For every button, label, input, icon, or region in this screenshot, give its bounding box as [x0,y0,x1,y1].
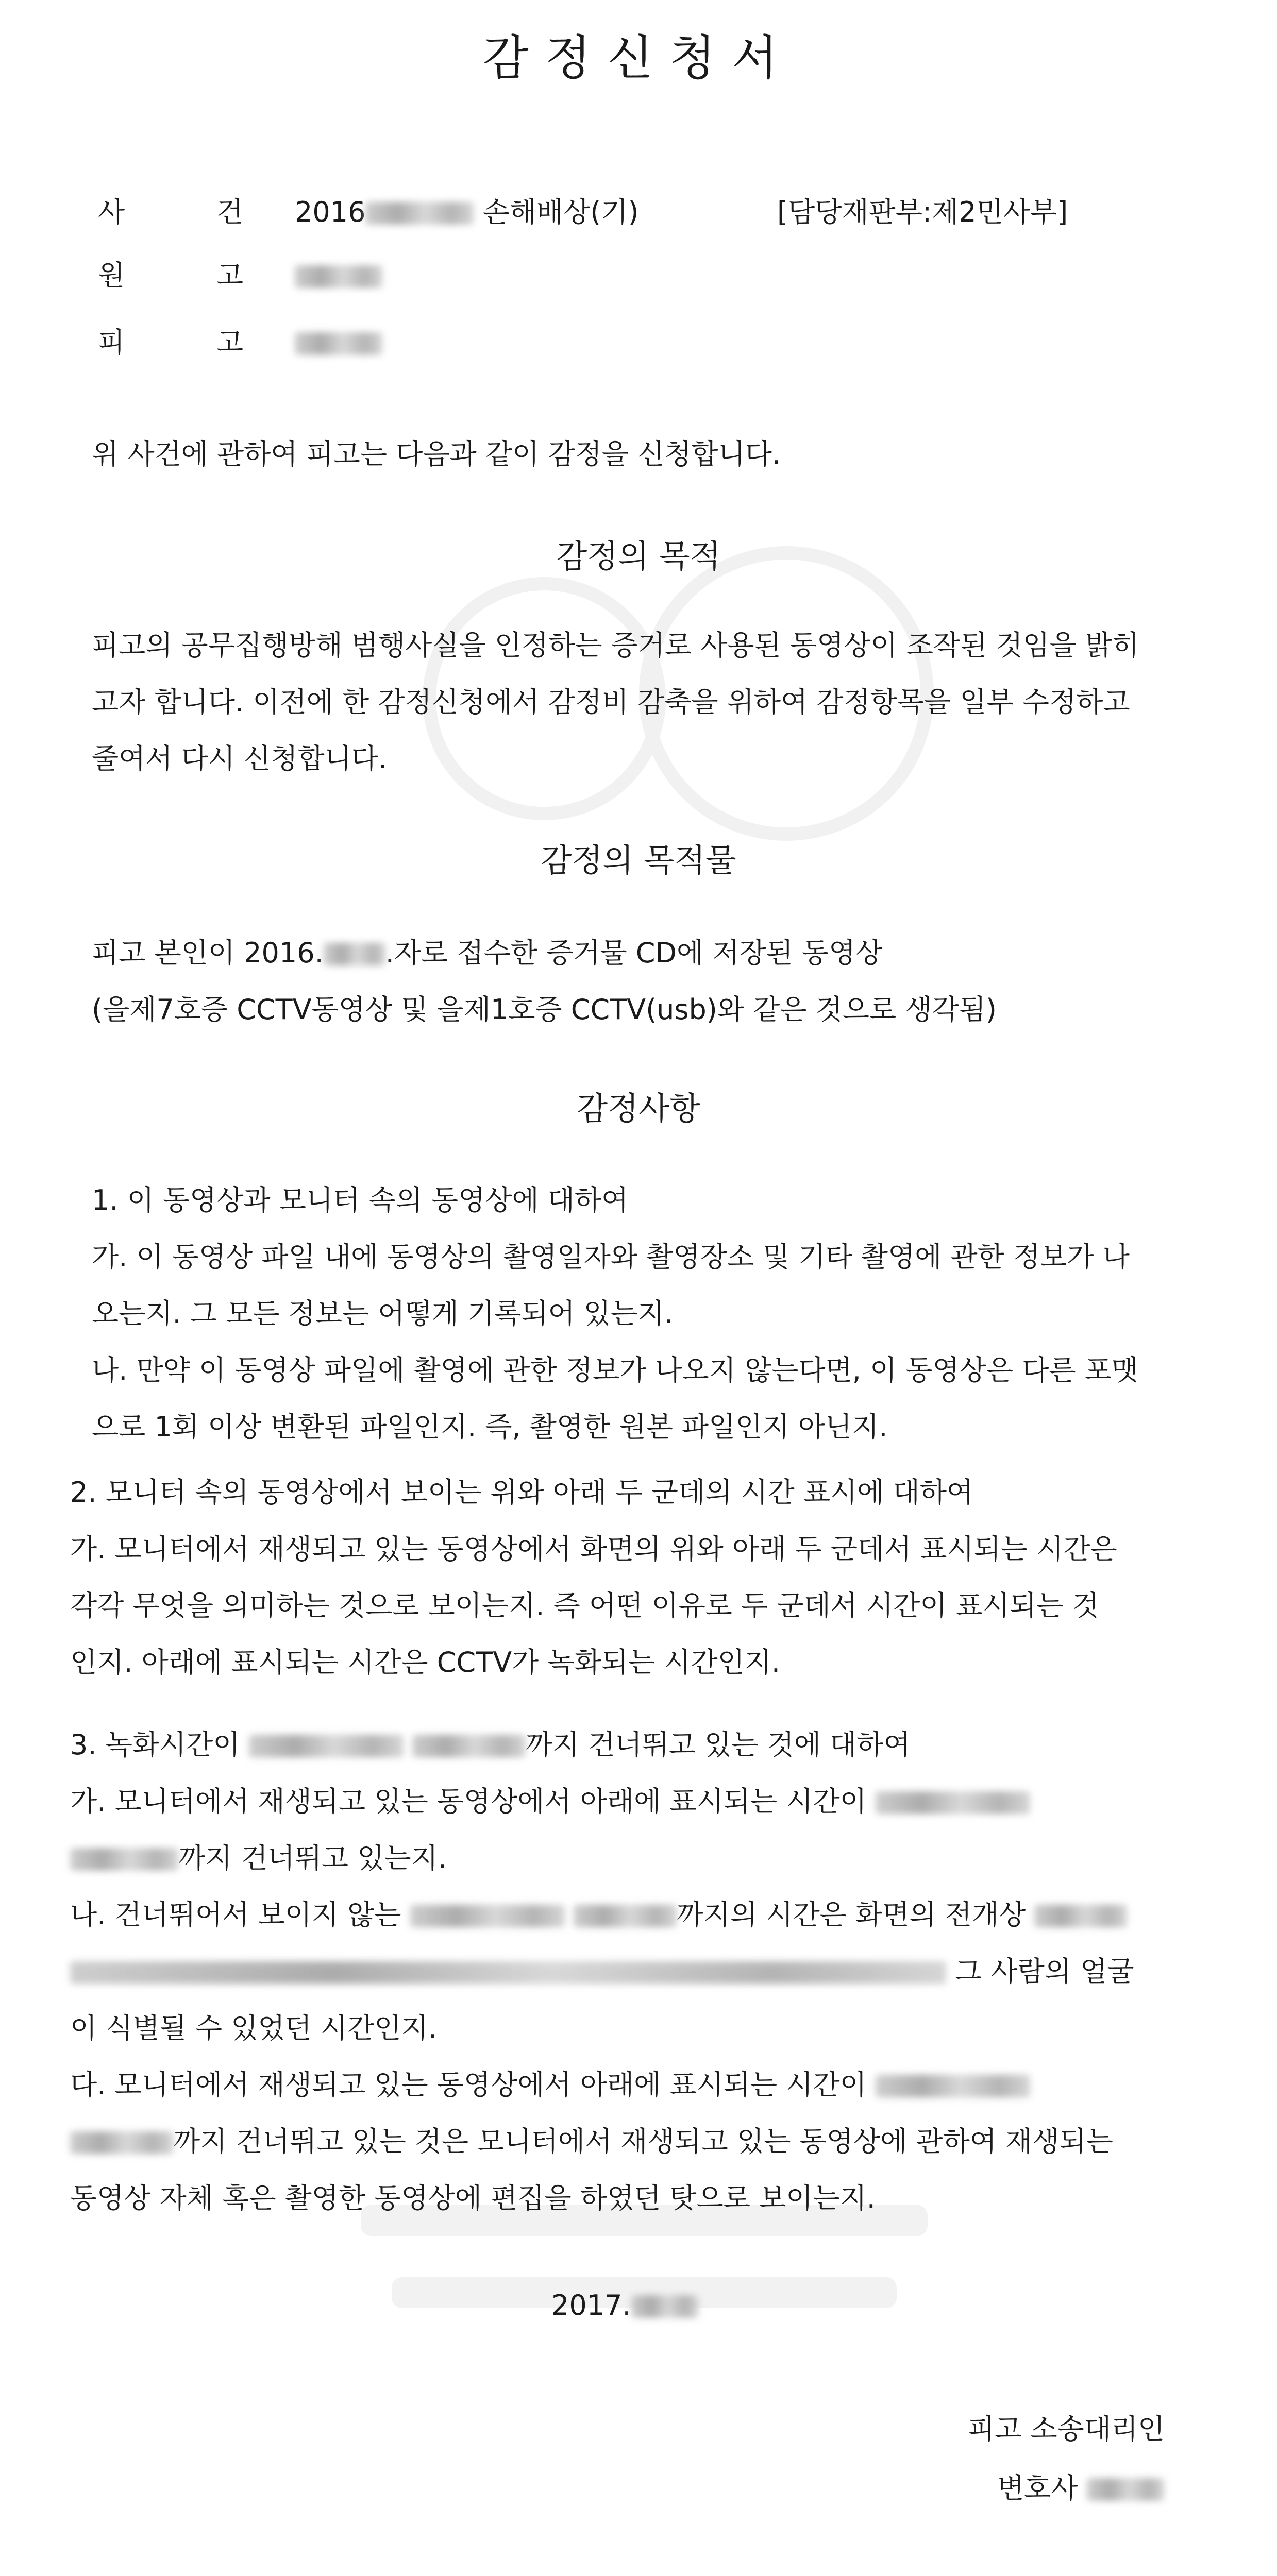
item-3-text: 까지의 시간은 화면의 전개상 [676,1899,1026,1931]
redacted-date [631,2295,698,2318]
signature-role: 피고 소송대리인 [968,2413,1165,2445]
section-heading-purpose: 감정의 목적 [556,537,721,575]
defendant-name [295,325,382,361]
item-3-line [70,1897,1127,1933]
item-1-line: 나. 만약 이 동영상 파일에 촬영에 관한 정보가 나오지 않는다면, 이 동영상은 다른 포맷 [92,1354,1139,1386]
intro-text: 위 사건에 관하여 피고는 다음과 같이 감정을 신청합니다. [92,438,781,470]
plaintiff-name [295,258,382,294]
redacted-text [70,1961,946,1984]
case-value [295,194,639,230]
court-division: [담당재판부:제2민사부] [777,196,1068,228]
section-heading-object: 감정의 목적물 [541,841,736,879]
item-3-text: 가. 모니터에서 재생되고 있는 동영상에서 아래에 표시되는 시간이 [70,1785,867,1818]
item-2-title: 2. 모니터 속의 동영상에서 보이는 위와 아래 두 군데의 시간 표시에 대하여 [70,1476,974,1509]
purpose-line: 고자 합니다. 이전에 한 감정신청에서 감정비 감축을 위하여 감정항목을 일부 수정하고 [92,686,1130,718]
item-3-text: 까지 건너뛰고 있는 것은 모니터에서 재생되고 있는 동영상에 관하여 재생되는 [173,2125,1113,2158]
item-3-line [70,1784,1030,1820]
case-type: 손해배상(기) [474,196,639,228]
item-3-line [70,2067,1030,2103]
item-2-line: 가. 모니터에서 재생되고 있는 동영상에서 화면의 위와 아래 두 군데서 표시되는 시간은 [70,1533,1117,1565]
item-3-line: 이 식별될 수 있었던 시간인지. [70,2012,437,2044]
redacted-date [324,943,385,965]
redacted-defendant [295,332,382,355]
item-2-line: 인지. 아래에 표시되는 시간은 CCTV가 녹화되는 시간인지. [70,1646,781,1679]
section-heading-items: 감정사항 [577,1090,700,1127]
redacted-time [876,1791,1030,1814]
item-1-line: 으로 1회 이상 변환된 파일인지. 즉, 촬영한 원본 파일인지 아닌지. [92,1411,888,1443]
item-3-text: 그 사람의 얼굴 [946,1955,1134,1988]
redacted-time [70,1848,178,1871]
object-line: (을제7호증 CCTV동영상 및 을제1호증 CCTV(usb)와 같은 것으로 생각됨) [92,993,997,1026]
case-label: 사 [98,196,125,228]
purpose-line: 피고의 공무집행방해 범행사실을 인정하는 증거로 사용된 동영상이 조작된 것임을 밝히 [92,629,1139,662]
date-text: 2017. [551,2289,631,2321]
signature-lawyer [997,2470,1164,2506]
redacted-text [1034,1905,1127,1927]
redacted-lawyer-name [1087,2478,1164,2501]
case-label: 고 [216,259,244,292]
case-label: 피 [98,326,125,359]
item-3-text: 까지 건너뛰고 있는 것에 대하여 [525,1728,911,1761]
case-label: 건 [216,196,244,228]
case-label: 원 [98,259,125,292]
item-3-text: 3. 녹화시간이 [70,1728,249,1761]
object-text: 피고 본인이 2016. [92,937,324,969]
item-2-line: 각각 무엇을 의미하는 것으로 보이는지. 즉 어떤 이유로 두 군데서 시간이 표시되는 것 [70,1589,1099,1622]
redacted-time [410,1905,565,1927]
item-3-text: 나. 건너뛰어서 보이지 않는 [70,1899,410,1931]
item-3-line: 동영상 자체 혹은 촬영한 동영상에 편집을 하였던 탓으로 보이는지. [70,2182,876,2214]
case-label: 고 [216,326,244,359]
item-1-line: 오는지. 그 모든 정보는 어떻게 기록되어 있는지. [92,1297,674,1330]
redacted-case-number [365,202,474,225]
object-line [92,935,883,971]
redacted-time [249,1735,404,1757]
item-1-title: 1. 이 동영상과 모니터 속의 동영상에 대하여 [92,1184,629,1216]
document-title: 감정신청서 [482,30,795,86]
redacted-time [574,1905,677,1927]
item-3-title [70,1727,911,1763]
lawyer-title: 변호사 [997,2472,1078,2504]
case-year: 2016 [295,196,366,228]
purpose-line: 줄여서 다시 신청합니다. [92,742,388,775]
item-1-line: 가. 이 동영상 파일 내에 동영상의 촬영일자와 촬영장소 및 기타 촬영에 관한 정보가 나 [92,1241,1130,1273]
item-3-line [70,1954,1134,1990]
redacted-time [412,1735,526,1757]
redacted-time [70,2131,173,2154]
document-date [551,2287,698,2324]
object-text: .자로 접수한 증거물 CD에 저장된 동영상 [385,937,883,969]
redacted-plaintiff [295,265,382,288]
item-3-line [70,2124,1113,2160]
redacted-time [876,2075,1030,2097]
item-3-text: 까지 건너뛰고 있는지. [178,1842,447,1874]
item-3-line [70,1840,447,1876]
item-3-text: 다. 모니터에서 재생되고 있는 동영상에서 아래에 표시되는 시간이 [70,2069,867,2101]
